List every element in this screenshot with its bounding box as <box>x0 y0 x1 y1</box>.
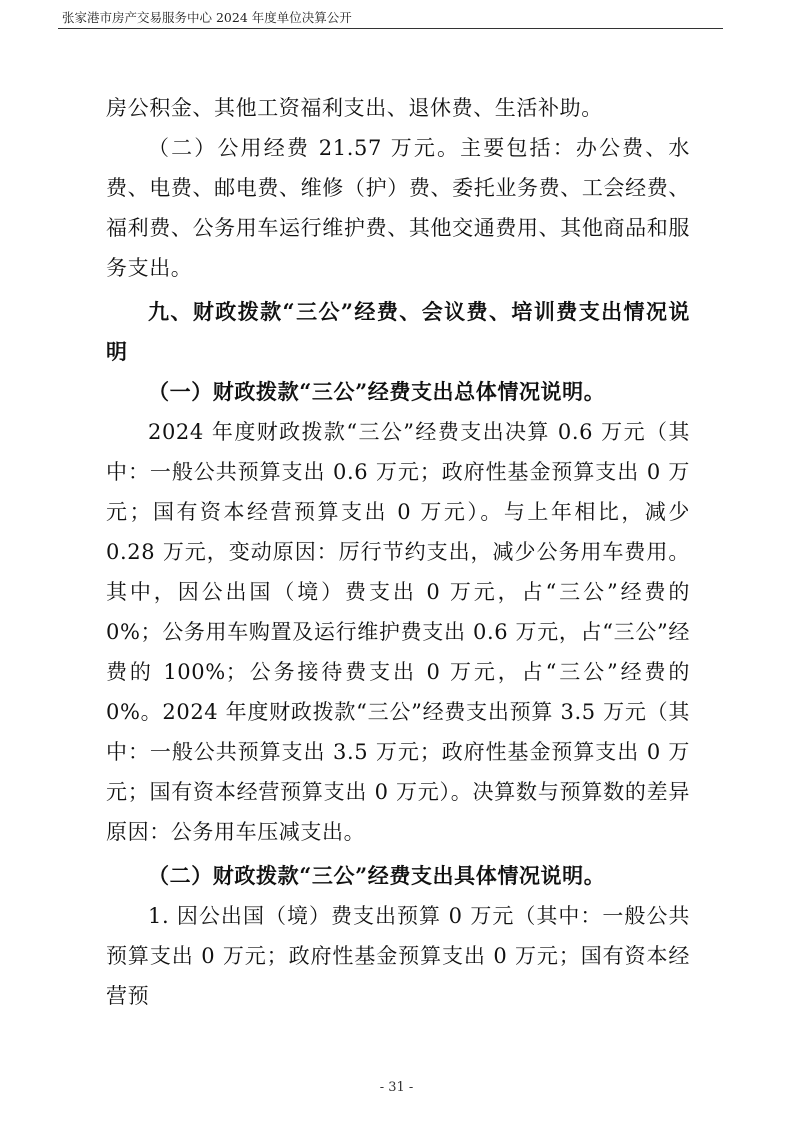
subsection-heading-specific: （二）财政拨款“三公”经费支出具体情况说明。 <box>148 863 606 888</box>
page-header: 张家港市房产交易服务中心 2024 年度单位决算公开 <box>62 10 352 25</box>
paragraph-overall-description: 2024 年度财政拨款“三公”经费支出决算 0.6 万元（其中：一般公共预算支出 0.6 万元；政府性基金预算支出 0 万元；国有资本经营预算支出 0 万元）。与上年相比，减少 0.28 万元，变动原因：厉行节约支出，减少公务用车费用。其中，因公出国（境）费支出 0 万元，占“三公”经费的 0%；公务用车购置及运行维护费支出 0.6 万元，占“三公”经费的 100%；公务接待费支出 0 万元，占“三公”经费的 0%。2024 年度财政拨款“三公”经费支出预算 3.5 万元（其中：一般公共预算支出 3.5 万元；政府性基金预算支出 0 万元；国有资本经营预算支出 0 万元）。决算数与预算数的差异原因：公务用车压减支出。 <box>106 420 690 844</box>
subsection-heading-overall: （一）财政拨款“三公”经费支出总体情况说明。 <box>148 379 606 404</box>
paragraph-public-expenses: （二）公用经费 21.57 万元。主要包括：办公费、水费、电费、邮电费、维修（护）费、委托业务费、工会经费、福利费、公务用车运行维护费、其他交通费用、其他商品和服务支出。 <box>106 136 690 280</box>
section-heading-three-public: 九、财政拨款“三公”经费、会议费、培训费支出情况说明 <box>106 299 690 364</box>
paragraph-overseas-budget: 1. 因公出国（境）费支出预算 0 万元（其中：一般公共预算支出 0 万元；政府性基金预算支出 0 万元；国有资本经营预 <box>106 904 690 1008</box>
header-divider <box>58 28 723 29</box>
paragraph-personnel-continued: 房公积金、其他工资福利支出、退休费、生活补助。 <box>106 96 603 120</box>
page-number: - 31 - <box>379 1080 414 1095</box>
document-body <box>106 88 690 1016</box>
